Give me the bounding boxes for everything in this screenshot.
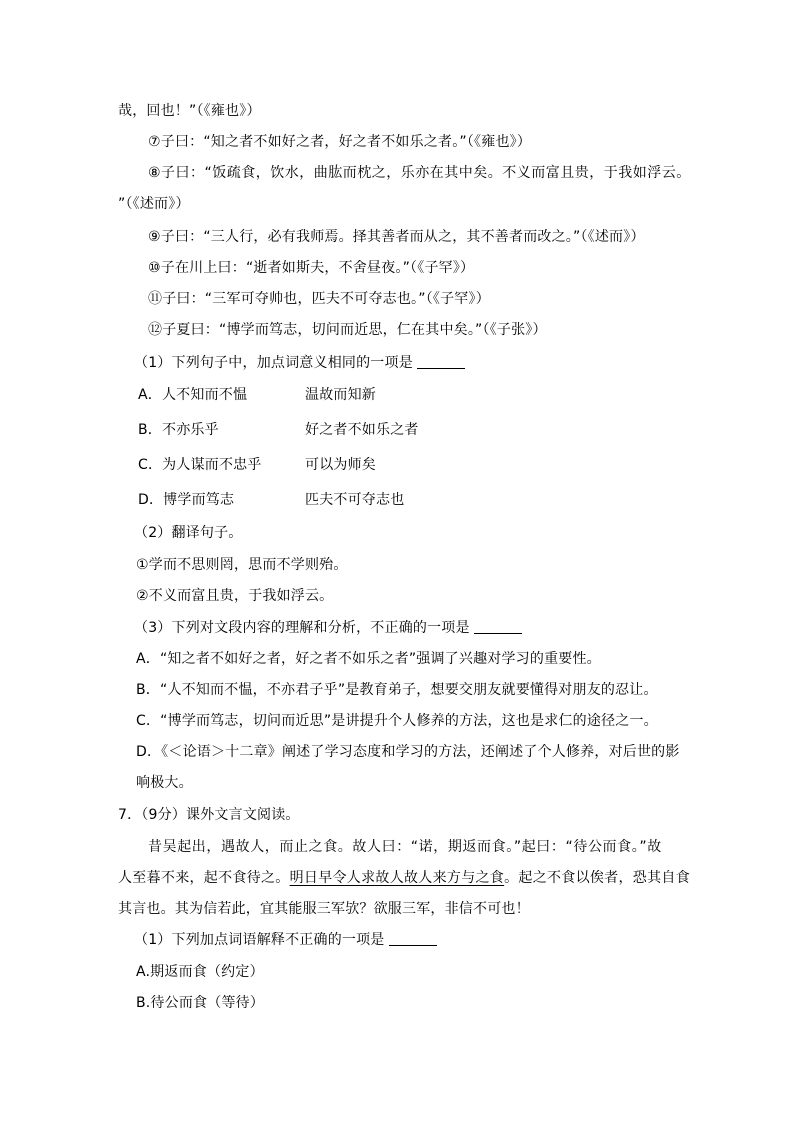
text-line: ⑩子在川上曰：“逝者如斯夫，不舍昼夜。”（《子罕》） — [148, 260, 475, 276]
option-left: B．不亦乐乎 — [138, 422, 219, 438]
translation-item: ①学而不思则罔，思而不学则殆。 — [136, 557, 348, 573]
option-line: A．“知之者不如好之者，好之者不如乐之者”强调了兴趣对学习的重要性。 — [136, 651, 601, 667]
underlined-sentence: 明日早令人求故人故人来方与之食 — [289, 870, 505, 886]
option-right: 好之者不如乐之者 — [305, 422, 419, 438]
passage-line: 其言也。其为信若此，宜其能服三军欤？欲服三军，非信不可也！ — [118, 901, 530, 917]
option-line: B．“人不知而不愠，不亦君子乎”是教育弟子，想要交朋友就要懂得对朋友的忍让。 — [136, 682, 658, 698]
text-line: ⑨子曰：“三人行，必有我师焉。择其善者而从之，其不善者而改之。”（《述而》） — [148, 229, 645, 245]
option-line: C．“博学而笃志，切问而近思”是讲提升个人修养的方法，这也是求仁的途径之一。 — [136, 713, 658, 729]
option-left: A．人不知而不愠 — [138, 387, 248, 403]
option-right: 匹夫不可夺志也 — [305, 492, 405, 508]
text-line: ⑦子曰：“知之者不如好之者，好之者不如乐之者。”（《雍也》） — [148, 134, 532, 150]
text-line: ⑧子曰：“饭疏食，饮水，曲肱而枕之，乐亦在其中矣。不义而富且贵，于我如浮云。 — [148, 165, 691, 181]
answer-blank[interactable] — [474, 619, 522, 634]
option-line: 响极大。 — [136, 775, 193, 791]
option-line: D．《＜论语＞十二章》阐述了学习态度和学习的方法，还阐述了个人修养，对后世的影 — [136, 744, 680, 760]
text-line: ⑫子夏曰：“博学而笃志，切问而近思，仁在其中矣。”（《子张》） — [148, 322, 547, 338]
option-line: A.期返而食（约定） — [136, 964, 264, 980]
question-stem: （1）下列加点词语解释不正确的一项是 — [134, 930, 437, 950]
text-line: ”（《述而》） — [118, 196, 190, 212]
text-line: ⑪子曰：“三军可夺帅也，匹夫不可夺志也。”（《子罕》） — [148, 291, 490, 307]
option-line: B.待公而食（等待） — [136, 995, 265, 1011]
option-left: D．博学而笃志 — [138, 492, 235, 508]
option-right: 温故而知新 — [305, 387, 376, 403]
passage-line: 人至暮不来，起不食待之。明日早令人求故人故人来方与之食。起之不食以俟者，恐其自食 — [118, 870, 691, 886]
answer-blank[interactable] — [389, 931, 437, 946]
answer-blank[interactable] — [417, 354, 465, 369]
passage-line: 昔吴起出，遇故人，而止之食。故人曰：“诺，期返而食。”起曰：“待公而食。”故 — [148, 839, 662, 855]
text-line: 哉，回也！”（《雍也》） — [118, 103, 261, 119]
question-stem: （1）下列句子中，加点词意义相同的一项是 — [134, 353, 465, 373]
question-stem: （2）翻译句子。 — [134, 525, 243, 541]
question-stem: （3）下列对文段内容的理解和分析，不正确的一项是 — [134, 618, 522, 638]
question-heading: 7．（9分）课外文言文阅读。 — [118, 807, 300, 823]
translation-item: ②不义而富且贵，于我如浮云。 — [136, 588, 334, 604]
option-left: C．为人谋而不忠乎 — [138, 457, 262, 473]
option-right: 可以为师矣 — [305, 457, 376, 473]
